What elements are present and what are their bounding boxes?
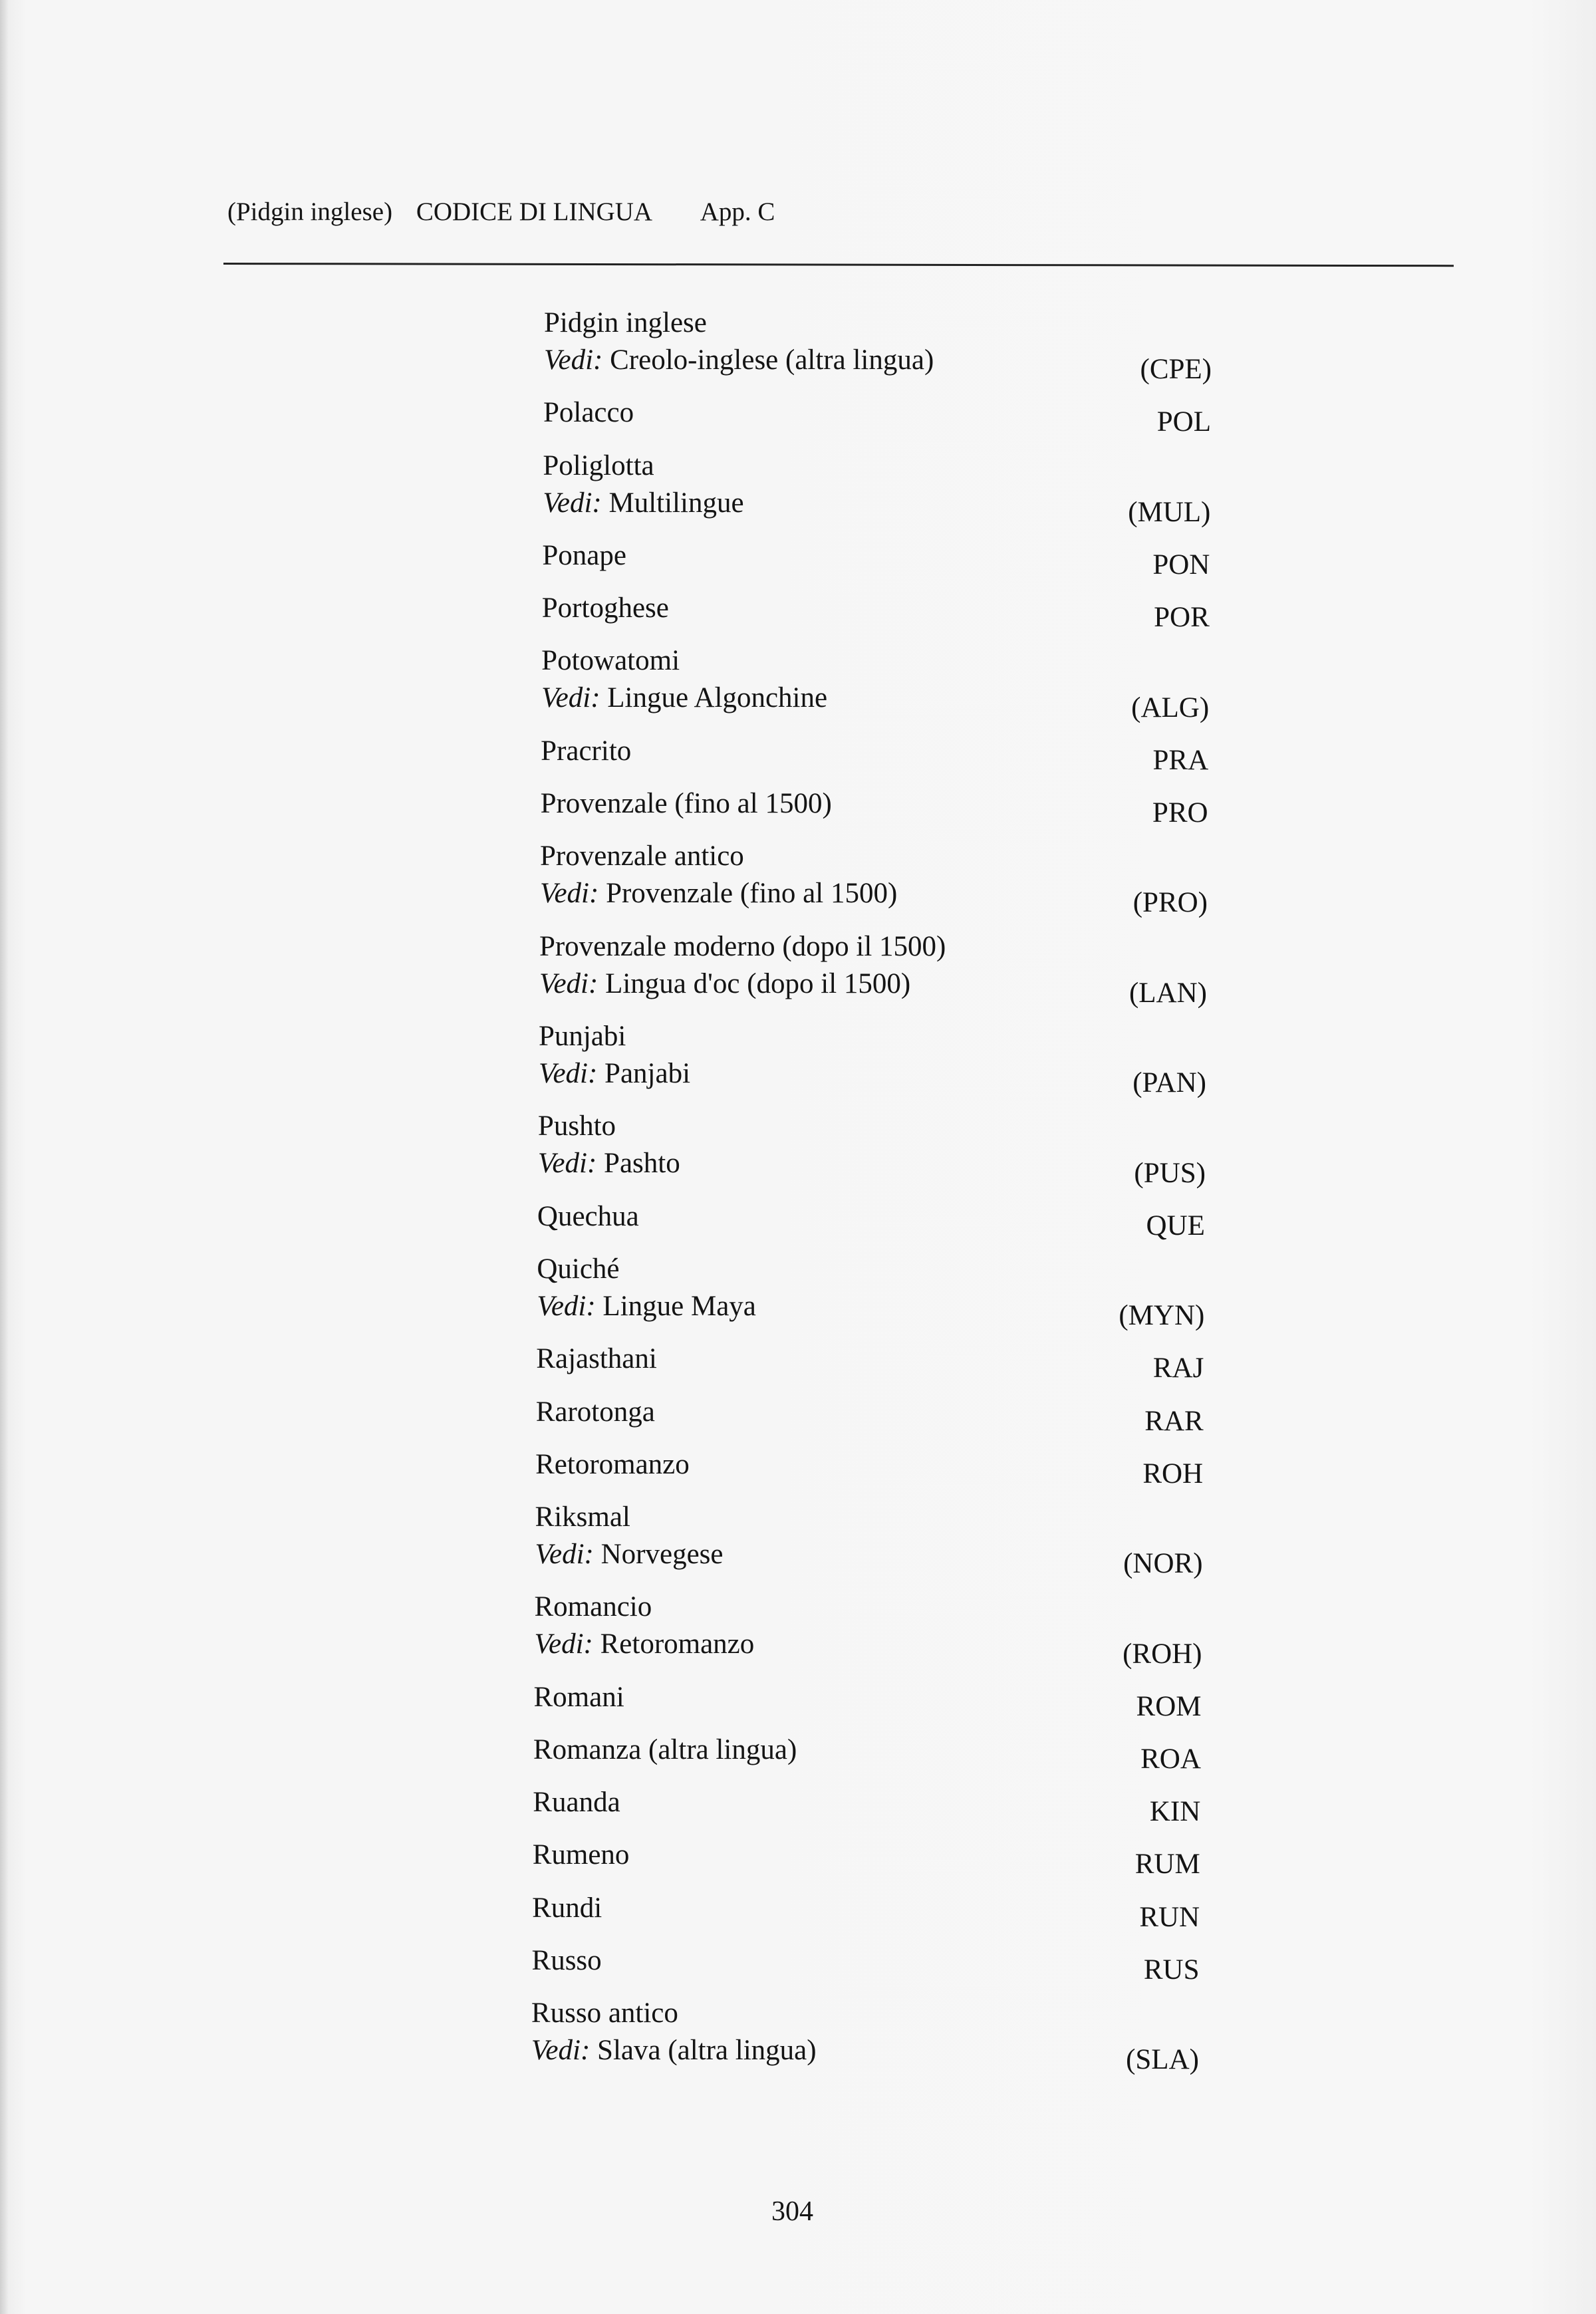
see-target: Pashto [604, 1148, 680, 1180]
entry-code: PRO [1152, 797, 1208, 829]
entry-code: (ROH) [1123, 1638, 1202, 1670]
running-head-title: CODICE DI LINGUA [416, 197, 653, 226]
entry-term: Pracrito [541, 735, 632, 767]
see-label: Vedi: [541, 682, 600, 714]
see-label: Vedi: [531, 2035, 591, 2066]
entry-term: Pushto [537, 1110, 616, 1142]
list-item [541, 785, 832, 823]
see-label: Vedi: [539, 967, 598, 999]
see-label: Vedi: [544, 344, 603, 376]
list-item [533, 1837, 630, 1874]
entry-code: POL [1156, 406, 1211, 438]
see-label: Vedi: [539, 878, 599, 910]
list-item [532, 1890, 602, 1927]
entry-term: Portoghese [541, 592, 669, 624]
entry-term: Ruanda [533, 1787, 620, 1819]
entry-term: Rarotonga [535, 1396, 655, 1428]
entry-code: QUE [1146, 1210, 1205, 1241]
list-item [541, 642, 827, 717]
entry-code: PRA [1152, 744, 1209, 776]
entry-code: KIN [1149, 1796, 1201, 1828]
entry-see-reference [540, 875, 897, 912]
entry-code: RUM [1134, 1849, 1200, 1880]
see-target: Provenzale (fino al 1500) [606, 878, 898, 910]
entry-see-reference [544, 342, 934, 379]
list-item [538, 1108, 680, 1182]
entry-code: RAR [1144, 1405, 1204, 1437]
list-item [531, 1995, 817, 2069]
entry-term: Provenzale antico [539, 840, 744, 872]
list-item [536, 1394, 655, 1431]
list-item [543, 448, 743, 522]
list-item [544, 305, 934, 379]
see-target: Creolo-inglese (altra lingua) [610, 344, 934, 376]
entry-term: Quiché [537, 1253, 620, 1285]
entry-see-reference [538, 1145, 680, 1182]
list-item [533, 1784, 620, 1821]
list-item [543, 394, 634, 432]
entry-see-reference [539, 1055, 690, 1093]
entry-term: Punjabi [538, 1021, 626, 1052]
list-item [533, 1732, 797, 1769]
entry-code: ROH [1142, 1458, 1204, 1489]
entry-term: Rundi [532, 1892, 602, 1924]
list-item [539, 1018, 690, 1093]
entry-code: (PAN) [1132, 1067, 1206, 1099]
entry-code: POR [1154, 602, 1210, 634]
see-label: Vedi: [543, 487, 602, 519]
see-label: Vedi: [534, 1628, 593, 1660]
entry-code: (NOR) [1123, 1548, 1203, 1580]
see-target: Slava (altra lingua) [597, 2035, 817, 2066]
entry-code: PON [1152, 549, 1210, 580]
entry-term: Provenzale (fino al 1500) [540, 788, 832, 819]
entry-see-reference [537, 1288, 756, 1325]
list-item [539, 928, 946, 1003]
entry-code: (SLA) [1126, 2044, 1199, 2076]
entry-code: (MYN) [1119, 1300, 1205, 1332]
entry-code: (LAN) [1129, 977, 1207, 1009]
entry-term: Russo antico [531, 1997, 678, 2029]
entry-code: (PUS) [1134, 1157, 1206, 1189]
entry-term: Provenzale moderno (dopo il 1500) [539, 930, 946, 962]
entry-term: Romanza (altra lingua) [533, 1734, 797, 1765]
entry-code: (MUL) [1128, 496, 1211, 528]
see-label: Vedi: [535, 1539, 594, 1570]
entry-see-reference [535, 1536, 724, 1573]
see-label: Vedi: [537, 1148, 597, 1180]
entry-term: Rumeno [532, 1839, 630, 1871]
entry-see-reference [541, 680, 827, 717]
list-item [537, 1251, 756, 1325]
entry-see-reference [535, 1626, 755, 1663]
list-item [535, 1589, 755, 1663]
see-target: Lingue Algonchine [607, 682, 828, 714]
entry-code: RUS [1143, 1954, 1200, 1986]
entry-term: Poliglotta [543, 450, 654, 481]
list-item [542, 537, 626, 575]
see-target: Lingua d'oc (dopo il 1500) [605, 967, 911, 999]
see-target: Lingue Maya [602, 1291, 756, 1322]
list-item [537, 1198, 639, 1235]
see-label: Vedi: [538, 1058, 598, 1089]
see-target: Norvegese [600, 1539, 724, 1570]
list-item [532, 1942, 602, 1980]
entry-term: Russo [531, 1944, 602, 1976]
list-item [541, 733, 631, 770]
entry-term: Rajasthani [536, 1343, 657, 1375]
entry-see-reference [543, 485, 743, 522]
list-item [540, 838, 897, 912]
entry-code: ROM [1136, 1690, 1202, 1722]
entry-term: Riksmal [535, 1501, 630, 1533]
entry-see-reference [531, 2032, 817, 2069]
entry-term: Romani [533, 1681, 624, 1713]
running-head-term: (Pidgin inglese) [227, 197, 393, 226]
page-number: 304 [771, 2196, 813, 2227]
list-item [533, 1679, 624, 1716]
entry-code: ROA [1140, 1743, 1201, 1775]
entry-code: RAJ [1152, 1352, 1204, 1384]
entry-code: (CPE) [1140, 354, 1212, 386]
entry-code: (PRO) [1132, 887, 1208, 919]
entry-term: Pidgin inglese [544, 307, 707, 338]
running-head-appendix: App. C [700, 197, 775, 226]
list-item [535, 1499, 724, 1573]
entry-term: Retoromanzo [535, 1448, 690, 1480]
entry-term: Polacco [543, 397, 634, 429]
entry-see-reference [539, 965, 946, 1003]
entry-code: RUN [1139, 1901, 1200, 1933]
list-item [535, 1446, 690, 1483]
entry-term: Romancio [534, 1591, 652, 1623]
see-target: Multilingue [608, 487, 744, 519]
list-item [542, 590, 669, 627]
see-label: Vedi: [537, 1291, 596, 1322]
entry-term: Ponape [542, 540, 626, 571]
entry-code: (ALG) [1131, 692, 1210, 723]
list-item [536, 1341, 657, 1378]
entry-term: Potowatomi [541, 645, 680, 677]
see-target: Retoromanzo [600, 1628, 755, 1660]
see-target: Panjabi [604, 1058, 691, 1089]
entry-term: Quechua [537, 1200, 639, 1232]
